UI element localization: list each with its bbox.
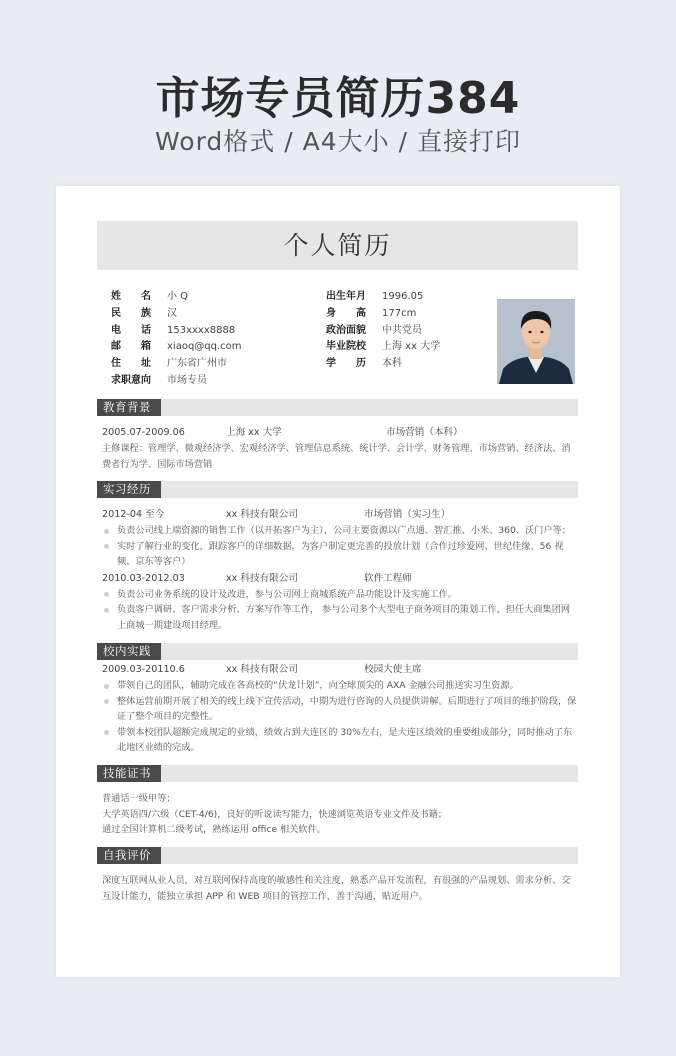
entry-head — [102, 570, 578, 587]
section-skills — [97, 765, 578, 782]
entry-date: 2010.03-2012.03 — [102, 572, 185, 584]
entry-company: xx 科技有限公司 — [226, 572, 298, 584]
list-item: 实时了解行业的变化，跟踪客户的详细数据，为客户制定更完善的投放计划（合作过珍爱网、世纪佳缘、56 视频、京东等客户） — [102, 539, 578, 570]
entry-school: 上海 xx 大学 — [226, 427, 282, 438]
info-value: 广东省广州市 — [167, 358, 227, 370]
section-title: 自我评价 — [97, 847, 161, 864]
info-value: 中共党员 — [382, 324, 422, 336]
info-label: 民族 — [111, 307, 151, 319]
skill-line: 大学英语四/六级（CET-4/6)，良好的听说读写能力，快速浏览英语专业文件及书籍； — [102, 808, 447, 820]
entry-major: 市场营销（本科） — [386, 427, 463, 438]
list-item: 带领本校团队超额完成规定的业绩，绩效占到大连区的 30%左右，是大连区绩效的重要组成部分，同时推动了东北地区业绩的完成。 — [102, 725, 578, 756]
skill-line: 普通话一级甲等； — [102, 793, 176, 804]
entry-head — [102, 506, 578, 523]
entry-company: xx 科技有限公司 — [226, 664, 298, 675]
personal-info-right — [326, 289, 440, 373]
entry-company: xx 科技有限公司 — [226, 509, 298, 520]
info-value: 市场专员 — [167, 374, 207, 386]
info-label: 求职意向 — [111, 374, 151, 386]
avatar-icon — [497, 299, 575, 384]
education-courses: 主修课程：管理学、微观经济学、宏观经济学、管理信息系统、统计学、会计学、财务管理、市场营销、经济法、消费者行为学、国际市场营销 — [102, 443, 571, 470]
info-label: 政治面貌 — [326, 324, 366, 336]
section-internship — [97, 481, 578, 498]
skill-line: 通过全国计算机二级考试，熟练运用 office 相关软件。 — [102, 824, 326, 835]
section-education — [97, 399, 578, 416]
info-row — [111, 289, 242, 306]
entry-role: 软件工程师 — [364, 572, 412, 584]
info-row — [111, 356, 242, 373]
entry-date: 2009.03-20110.6 — [102, 664, 185, 675]
page-subtitle: Word格式 / A4大小 / 直接打印 — [155, 127, 521, 156]
info-value: 153xxxx8888 — [167, 324, 236, 336]
list-item: 整体运营前期开展了相关的线上线下宣传活动，中期为进行咨询的人员提供讲解。后期进行了项目的维护阶段，保证了整个项目的完整性。 — [102, 694, 578, 725]
info-row — [326, 356, 440, 373]
entry-date: 2005.07-2009.06 — [102, 427, 185, 438]
info-value: 上海 xx 大学 — [382, 341, 441, 353]
info-value: 177cm — [382, 307, 417, 319]
section-title: 教育背景 — [97, 399, 161, 416]
entry-role: 校园大使主席 — [364, 664, 422, 675]
info-value: 汉 — [167, 307, 177, 319]
section-title: 实习经历 — [97, 481, 161, 498]
self-evaluation-text: 深度互联网从业人员，对互联网保持高度的敏感性和关注度，熟悉产品开发流程，有很强的产品规划、需求分析、交互设计能力，能独立承担 APP 和 WEB 项目的管控工作，善于沟通，贴近用户。 — [102, 875, 571, 902]
info-value: xiaoq@qq.com — [167, 341, 242, 353]
section-title: 技能证书 — [97, 765, 161, 782]
info-label: 学历 — [326, 358, 366, 370]
list-item: 带领自己的团队，辅助完成在各高校的“伏龙计划”，向全球顶尖的 AXA 金融公司推送实习生资源。 — [102, 678, 578, 694]
entry-head — [102, 424, 578, 441]
info-row — [326, 323, 440, 340]
section-self — [97, 847, 578, 864]
entry-role: 市场营销（实习生） — [364, 509, 451, 520]
info-label: 身高 — [326, 307, 366, 319]
resume-heading: 个人简历 — [97, 221, 578, 270]
info-value: 本科 — [382, 358, 402, 370]
info-label: 姓名 — [111, 291, 151, 302]
page-title: 市场专员简历384 — [155, 73, 521, 124]
info-row — [326, 306, 440, 323]
internship-content — [102, 506, 578, 633]
resume-paper — [56, 186, 620, 977]
skills-content — [102, 791, 578, 838]
info-value: 1996.05 — [382, 291, 424, 302]
section-title: 校内实践 — [97, 643, 161, 660]
personal-info-left — [111, 289, 242, 390]
info-row — [111, 306, 242, 323]
info-label: 邮箱 — [111, 341, 151, 353]
education-content — [102, 424, 578, 472]
list-item: 负责公司线上端资源的销售工作（以开拓客户为主），公司主要资源以广点通、智汇推、小米、360、沃门户等； — [102, 523, 578, 539]
info-row — [111, 323, 242, 340]
list-item: 负责客户调研、客户需求分析、方案写作等工作， 参与公司多个大型电子商务项目的策划工作，担任大商集团网上商城一期建设项目经理。 — [102, 602, 578, 633]
info-label: 电话 — [111, 324, 151, 336]
info-label: 出生年月 — [326, 291, 366, 302]
info-row — [326, 289, 440, 306]
list-item: 负责公司业务系统的设计及改进，参与公司网上商城系统产品功能设计及实施工作。 — [102, 587, 578, 603]
self-content — [102, 873, 578, 904]
profile-photo — [497, 299, 575, 384]
info-label: 住址 — [111, 358, 151, 370]
info-value: 小 Q — [167, 291, 189, 302]
section-campus — [97, 643, 578, 660]
info-label: 毕业院校 — [326, 341, 366, 353]
info-row — [111, 339, 242, 356]
entry-head — [102, 661, 578, 678]
info-row — [111, 373, 242, 390]
campus-content — [102, 661, 578, 756]
info-row — [326, 339, 440, 356]
entry-date: 2012-04 至今 — [102, 509, 165, 520]
